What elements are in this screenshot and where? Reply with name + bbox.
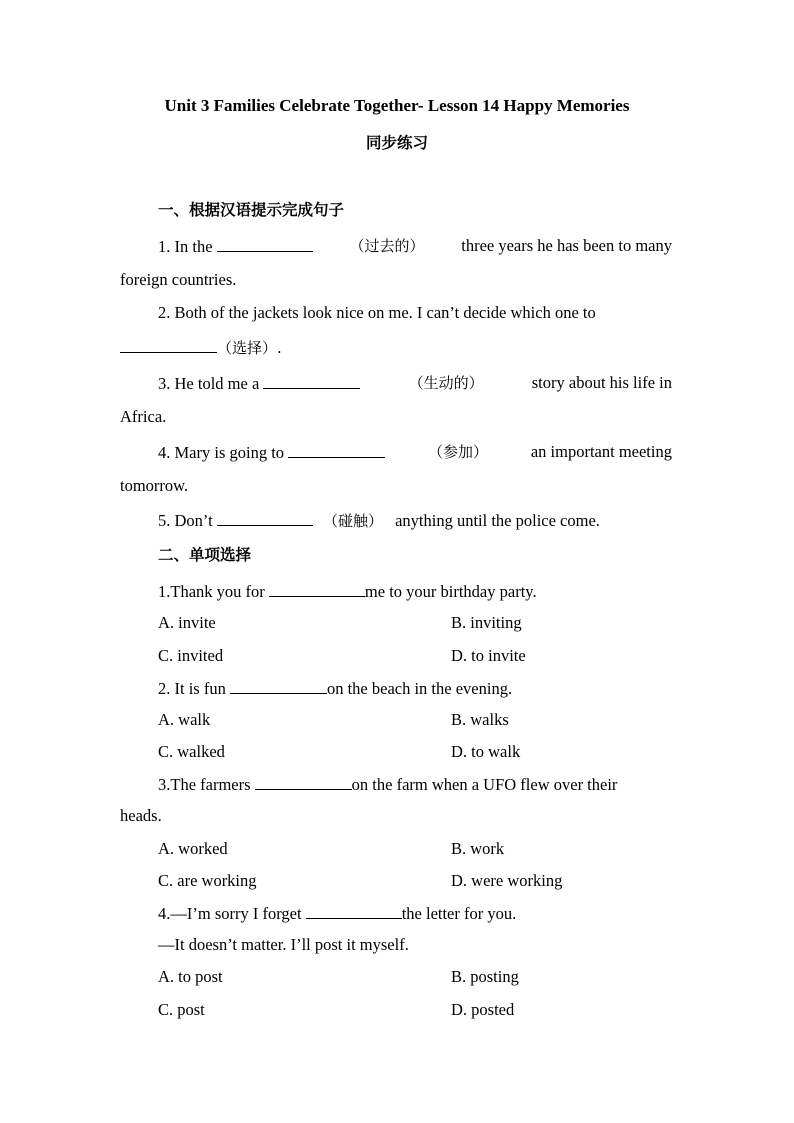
mc4-stem-pre: 4.—I’m sorry I forget (158, 904, 302, 923)
q1-continuation: foreign countries. (120, 270, 237, 289)
mc4-option-a[interactable]: A. to post (158, 967, 223, 986)
mc3-option-b[interactable]: B. work (451, 839, 505, 858)
question-1-1 (158, 236, 672, 257)
q5-hint: （碰触） (322, 512, 383, 530)
mc3-option-c[interactable]: C. are working (158, 871, 257, 890)
mc3-option-d[interactable]: D. were working (451, 871, 563, 890)
mc4-option-d[interactable]: D. posted (451, 1000, 515, 1019)
mc1-stem-post: me to your birthday party. (364, 582, 537, 601)
mc-question-3 (158, 774, 672, 795)
q1-text-pre: 1. In the (158, 237, 213, 256)
mc1-option-c[interactable]: C. invited (158, 646, 224, 665)
mc4-stem-post: the letter for you. (401, 904, 517, 923)
q3-text-post: story about his life in (531, 373, 672, 392)
mc1-option-d[interactable]: D. to invite (451, 646, 526, 665)
section-1-heading: 一、根据汉语提示完成句子 (158, 201, 345, 219)
question-1-4 (158, 442, 672, 463)
q3-text-pre: 3. He told me a (158, 374, 260, 393)
mc4-option-b[interactable]: B. posting (451, 967, 519, 986)
mc3-stem-pre: 3.The farmers (158, 775, 251, 794)
mc2-option-b[interactable]: B. walks (451, 710, 509, 729)
answer-blank[interactable] (120, 337, 217, 353)
q4-continuation: tomorrow. (120, 476, 189, 495)
question-1-3 (158, 373, 672, 394)
answer-blank[interactable] (306, 903, 402, 919)
q3-hint: （生动的） (408, 374, 484, 392)
mc2-stem-post: on the beach in the evening. (326, 679, 513, 698)
mc2-option-a[interactable]: A. walk (158, 710, 211, 729)
answer-blank[interactable] (255, 774, 352, 790)
q5-text-post: anything until the police come. (395, 511, 600, 530)
mc1-option-b[interactable]: B. inviting (451, 613, 522, 632)
mc1-option-a[interactable]: A. invite (158, 613, 216, 632)
q2-hint: （选择）. (217, 339, 282, 357)
mc2-option-c[interactable]: C. walked (158, 742, 225, 761)
q4-text-post: an important meeting (530, 442, 672, 461)
document-subtitle: 同步练习 (365, 134, 428, 152)
mc3-continuation: heads. (120, 806, 162, 825)
q2-text: 2. Both of the jackets look nice on me. I can’t decide which one to (158, 303, 596, 322)
document-title: Unit 3 Families Celebrate Together- Lesson 14 Happy Memories (164, 96, 630, 115)
section-2-heading: 二、单项选择 (158, 546, 252, 564)
mc-question-4 (158, 903, 516, 924)
mc3-option-a[interactable]: A. worked (158, 839, 228, 858)
mc3-stem-post: on the farm when a UFO flew over their (351, 775, 618, 794)
answer-blank[interactable] (288, 442, 385, 458)
mc2-option-d[interactable]: D. to walk (451, 742, 521, 761)
q2-continuation (120, 337, 282, 358)
q1-text-post: three years he has been to many (461, 236, 672, 255)
mc4-option-c[interactable]: C. post (158, 1000, 205, 1019)
q4-hint: （参加） (428, 443, 489, 461)
answer-blank[interactable] (263, 373, 360, 389)
q3-continuation: Africa. (120, 407, 167, 426)
answer-blank[interactable] (217, 236, 313, 252)
answer-blank[interactable] (269, 581, 365, 597)
answer-blank[interactable] (230, 678, 327, 694)
question-1-2 (158, 303, 672, 323)
answer-blank[interactable] (217, 510, 313, 526)
question-1-5 (158, 510, 600, 531)
mc-question-2 (158, 678, 512, 699)
mc4-reply: —It doesn’t matter. I’ll post it myself. (158, 935, 409, 954)
q1-hint: （过去的） (349, 237, 425, 255)
mc-question-1 (158, 581, 537, 602)
q4-text-pre: 4. Mary is going to (158, 443, 285, 462)
mc2-stem-pre: 2. It is fun (158, 679, 226, 698)
mc1-stem-pre: 1.Thank you for (158, 582, 265, 601)
q5-text-pre: 5. Don’t (158, 511, 213, 530)
